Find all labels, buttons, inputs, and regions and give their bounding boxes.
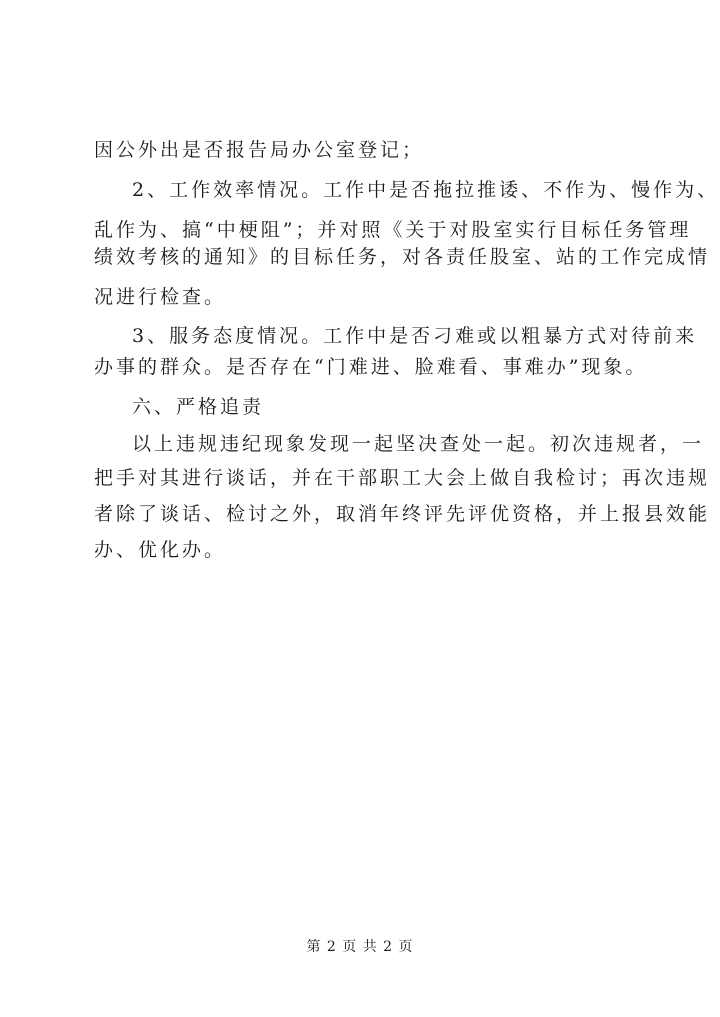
body-line-10: 把手对其进行谈话，并在干部职工大会上做自我检讨；再次违规 [94,467,711,489]
body-line-2: 2、工作效率情况。工作中是否拖拉推诿、不作为、慢作为、 [132,179,720,201]
body-line-11: 者除了谈话、检讨之外，取消年终评先评优资格，并上报县效能 [94,503,711,525]
body-line-12: 办、优化办。 [94,539,227,561]
body-line-1: 因公外出是否报告局办公室登记； [94,139,425,161]
body-line-3: 乱作为、搞“中梗阻”；并对照《关于对股室实行目标任务管理 [94,219,692,241]
body-line-9: 以上违规违纪现象发现一起坚决查处一起。初次违规者，一 [132,433,705,455]
page-number-footer: 第 2 页 共 2 页 [306,939,414,955]
body-line-5: 况进行检查。 [94,286,227,308]
body-line-4: 绩效考核的通知》的目标任务，对各责任股室、站的工作完成情 [94,246,711,268]
section-heading: 六、严格追责 [132,396,265,418]
body-line-6: 3、服务态度情况。工作中是否刁难或以粗暴方式对待前来 [132,325,698,347]
body-line-7: 办事的群众。是否存在“门难进、脸难看、事难办”现象。 [94,356,648,378]
